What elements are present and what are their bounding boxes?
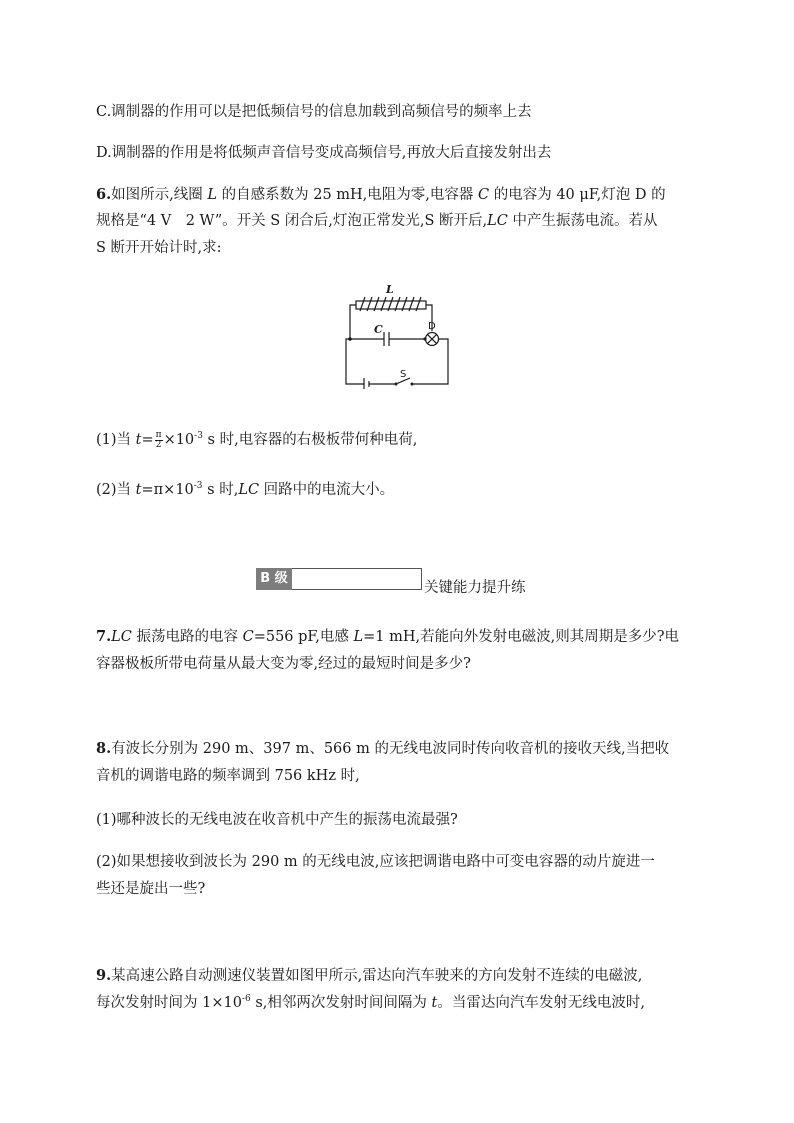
- q7-number: 7.: [96, 628, 112, 645]
- option-d-text: D.调制器的作用是将低频声音信号变成高频信号,再放大后直接发射出去: [96, 145, 552, 161]
- label-L: L: [386, 283, 394, 296]
- q6-text: 的自感系数为 25 mH,电阻为零,电容器: [217, 187, 478, 203]
- q7-text: 容器极板所带电荷量从最大变为零,经过的最短时间是多少?: [96, 656, 471, 672]
- var-C: C: [478, 187, 490, 203]
- section-b-box: [292, 568, 422, 590]
- option-c-text: C.调制器的作用可以是把低频信号的信息加载到高频信号的频率上去: [96, 104, 532, 120]
- q6-text: S 断开开始计时,求:: [96, 240, 222, 256]
- q8-line1: [96, 739, 669, 759]
- q7-line2: [96, 654, 471, 674]
- q7-text: 振荡电路的电容: [131, 629, 243, 645]
- q7-line1: [96, 627, 679, 647]
- q8-sub2-line2: [96, 879, 205, 899]
- q9-text: 。当雷达向汽车发射无线电波时,: [437, 995, 645, 1011]
- q6-sub1-text: (1)当: [96, 432, 136, 448]
- option-d: [96, 143, 551, 163]
- q8-text: 音机的调谐电路的频率调到 756 kHz 时,: [96, 768, 360, 784]
- q8-sub2-text: (2)如果想接收到波长为 290 m 的无线电波,应该把调谐电路中可变电容器的动片旋进一: [96, 854, 655, 870]
- q9-number: 9.: [96, 967, 112, 984]
- q8-number: 8.: [96, 740, 112, 757]
- q6-number: 6.: [96, 186, 112, 203]
- var-t: t: [135, 482, 142, 498]
- q6-text: 规格是“4 V 2 W”。开关 S 闭合后,灯泡正常发光,S 断开后,: [96, 213, 488, 229]
- q6-text: 中产生振荡电流。若从: [507, 213, 658, 229]
- q9-text: 每次发射时间为 1×10: [96, 995, 242, 1011]
- q8-sub2-text: 些还是旋出一些?: [96, 881, 206, 897]
- var-LC: LC: [487, 213, 508, 229]
- var-LC: LC: [111, 629, 132, 645]
- q6-sub2-text: s 时,: [202, 482, 239, 498]
- q7-text: =1 mH,若能向外发射电磁波,则其周期是多少?电: [363, 629, 679, 645]
- option-c: [96, 102, 532, 122]
- q6-sub1-text: s 时,电容器的右极板带何种电荷,: [202, 432, 418, 448]
- q8-sub1: [96, 810, 458, 830]
- fraction-denominator: 2: [155, 439, 162, 450]
- q6-sub1: [96, 430, 417, 450]
- q6-sub2-text: =π×10: [141, 482, 194, 498]
- switch-contact: [411, 383, 414, 386]
- q8-line2: [96, 766, 360, 786]
- q7-text: =556 pF,电感: [253, 629, 354, 645]
- q6-line3: [96, 238, 222, 258]
- equals-sign: =: [141, 432, 154, 448]
- battery-symbol: [364, 378, 369, 389]
- var-t: t: [135, 432, 142, 448]
- var-LC: LC: [238, 482, 260, 498]
- section-b-title: 关键能力提升练: [424, 580, 526, 596]
- capacitor-plates: [384, 332, 389, 346]
- section-b-badge: B 级: [256, 568, 292, 590]
- var-C: C: [242, 629, 254, 645]
- q6-sub2-text: 回路中的电流大小。: [259, 482, 395, 498]
- lc-circuit-diagram: [336, 283, 454, 389]
- q6-line2: [96, 211, 658, 231]
- switch-contact: [395, 383, 398, 386]
- exponent: -6: [241, 994, 251, 1005]
- var-L: L: [353, 629, 364, 645]
- q8-sub1-text: (1)哪种波长的无线电波在收音机中产生的振荡电流最强?: [96, 812, 458, 828]
- fraction-pi-over-2: [155, 431, 163, 450]
- q6-text: 如图所示,线圈: [111, 187, 208, 203]
- label-D: D: [428, 321, 436, 332]
- q9-text: s,相邻两次发射时间间隔为: [250, 995, 432, 1011]
- fraction-numerator: π: [155, 429, 162, 440]
- var-L: L: [207, 187, 217, 203]
- label-C: C: [374, 323, 383, 336]
- exponent: -3: [194, 431, 203, 442]
- var-t: t: [431, 995, 438, 1011]
- wire: [346, 339, 364, 384]
- junction-dot: [348, 337, 352, 341]
- q9-line1: [96, 966, 642, 986]
- q8-text: 有波长分别为 290 m、397 m、566 m 的无线电波同时传向收音机的接收天线,当把收: [111, 741, 670, 757]
- junction-dot: [423, 337, 426, 340]
- q6-sub1-text: ×10: [163, 432, 195, 448]
- wire: [350, 305, 356, 339]
- q9-text: 某高速公路自动测速仪装置如图甲所示,雷达向汽车驶来的方向发射不连续的电磁波,: [111, 968, 643, 984]
- q6-sub2-text: (2)当: [96, 482, 136, 498]
- q9-line2: [96, 993, 645, 1013]
- q6-sub2: [96, 480, 394, 500]
- label-S: S: [400, 369, 407, 380]
- q6-text: 的电容为 40 μF,灯泡 D 的: [489, 187, 666, 203]
- exponent: -3: [193, 481, 203, 492]
- q6-line1: [96, 185, 666, 205]
- q8-sub2-line1: [96, 852, 655, 872]
